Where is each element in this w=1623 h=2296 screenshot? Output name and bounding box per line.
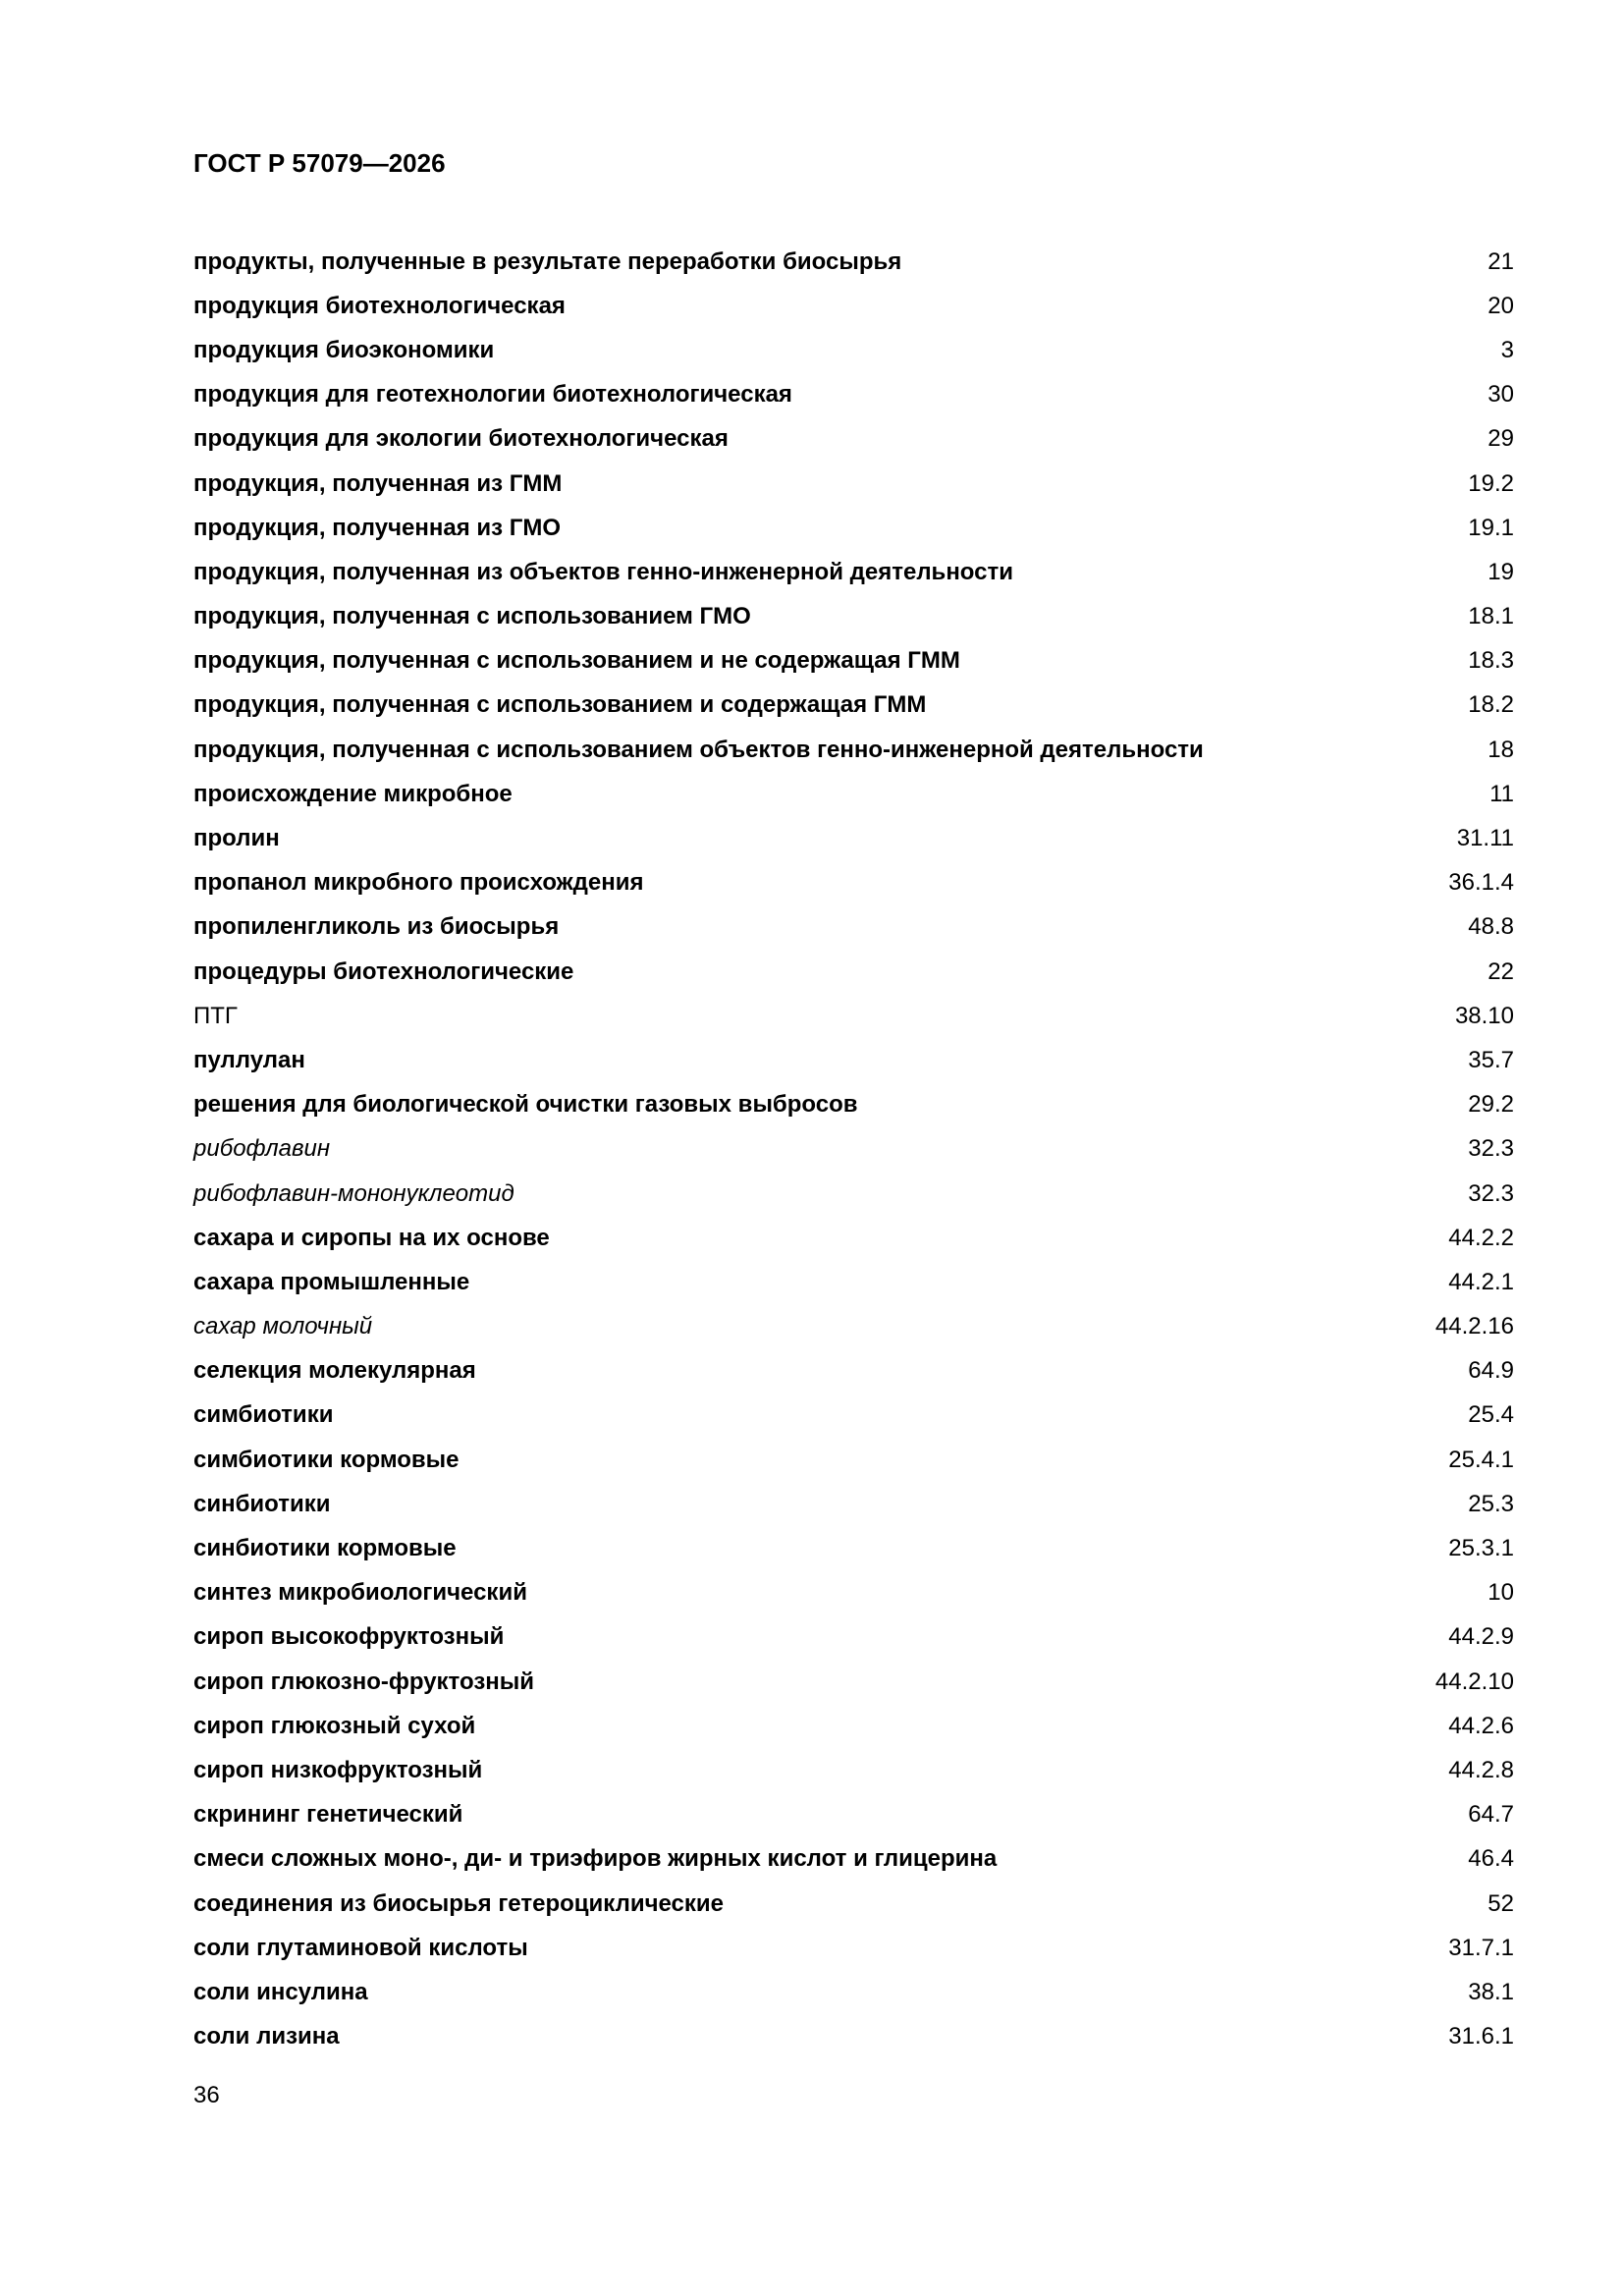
index-reference-number: 31.7.1 xyxy=(1448,1934,1514,1961)
document-header: ГОСТ Р 57079—2026 xyxy=(193,148,446,178)
index-entry xyxy=(193,905,1514,950)
index-term: продукция, полученная с использованием и не содержащая ГММ xyxy=(193,647,960,675)
index-term: соединения из биосырья гетероциклические xyxy=(193,1889,724,1917)
index-reference-number: 19.2 xyxy=(1468,469,1514,497)
index-entry xyxy=(193,240,1514,284)
index-entry xyxy=(193,1926,1514,1970)
index-entry xyxy=(193,284,1514,328)
index-reference-number: 29 xyxy=(1488,425,1514,453)
index-reference-number: 18.3 xyxy=(1468,647,1514,675)
index-entry xyxy=(193,1793,1514,1837)
index-entry xyxy=(193,417,1514,462)
index-entry xyxy=(193,683,1514,728)
index-term: сироп глюкозный сухой xyxy=(193,1712,476,1739)
index-term: пропиленгликоль из биосырья xyxy=(193,913,560,941)
index-reference-number: 64.9 xyxy=(1468,1357,1514,1385)
index-term: продукция, полученная с использованием ГМО xyxy=(193,603,751,630)
alphabetical-index xyxy=(193,240,1514,2059)
index-entry xyxy=(193,816,1514,860)
index-entry xyxy=(193,1748,1514,1792)
index-reference-number: 31.6.1 xyxy=(1448,2023,1514,2050)
index-reference-number: 30 xyxy=(1488,381,1514,409)
index-term: соли инсулина xyxy=(193,1978,368,2005)
index-term: сахара промышленные xyxy=(193,1268,470,1295)
index-term: симбиотики xyxy=(193,1401,334,1429)
index-term: продукция, полученная с использованием и содержащая ГММ xyxy=(193,691,927,719)
index-entry xyxy=(193,950,1514,994)
index-reference-number: 11 xyxy=(1489,780,1514,807)
index-entry xyxy=(193,1438,1514,1482)
index-entry xyxy=(193,506,1514,550)
index-reference-number: 38.10 xyxy=(1454,1002,1514,1029)
index-reference-number: 44.2.9 xyxy=(1448,1623,1514,1651)
index-term: скрининг генетический xyxy=(193,1801,463,1829)
index-entry xyxy=(193,595,1514,639)
index-reference-number: 36.1.4 xyxy=(1448,869,1514,897)
index-reference-number: 38.1 xyxy=(1468,1978,1514,2005)
index-term: продукция для экологии биотехнологическая xyxy=(193,425,729,453)
index-term: ПТГ xyxy=(193,1002,238,1029)
index-term: сироп глюкозно-фруктозный xyxy=(193,1667,535,1695)
index-reference-number: 19.1 xyxy=(1468,514,1514,541)
index-entry xyxy=(193,994,1514,1038)
index-term: происхождение микробное xyxy=(193,780,513,807)
index-term: пуллулан xyxy=(193,1046,305,1073)
index-reference-number: 35.7 xyxy=(1468,1046,1514,1073)
index-term: рибофлавин-мононуклеотид xyxy=(193,1179,514,1207)
index-term: сироп высокофруктозный xyxy=(193,1623,505,1651)
index-term: синбиотики xyxy=(193,1490,331,1517)
index-entry xyxy=(193,1615,1514,1660)
index-entry xyxy=(193,1394,1514,1438)
index-reference-number: 44.2.16 xyxy=(1434,1313,1514,1340)
index-reference-number: 29.2 xyxy=(1468,1091,1514,1119)
index-entry xyxy=(193,1882,1514,1926)
index-entry xyxy=(193,1083,1514,1127)
index-entry xyxy=(193,1305,1514,1349)
index-entry xyxy=(193,550,1514,594)
index-term: продукты, полученные в результате переработки биосырья xyxy=(193,247,902,275)
index-reference-number: 10 xyxy=(1488,1579,1514,1607)
index-entry xyxy=(193,1172,1514,1216)
index-entry xyxy=(193,2015,1514,2059)
index-term: соли глутаминовой кислоты xyxy=(193,1934,528,1961)
index-entry xyxy=(193,1837,1514,1882)
index-reference-number: 46.4 xyxy=(1468,1845,1514,1873)
index-term: продукция биоэкономики xyxy=(193,336,495,363)
index-term: соли лизина xyxy=(193,2023,340,2050)
index-term: продукция для геотехнологии биотехнологическая xyxy=(193,381,792,409)
index-term: синтез микробиологический xyxy=(193,1579,527,1607)
index-reference-number: 32.3 xyxy=(1468,1179,1514,1207)
index-reference-number: 52 xyxy=(1488,1889,1514,1917)
index-term: процедуры биотехнологические xyxy=(193,957,574,985)
index-reference-number: 18.2 xyxy=(1468,691,1514,719)
index-entry xyxy=(193,1216,1514,1260)
index-reference-number: 21 xyxy=(1488,247,1514,275)
index-reference-number: 3 xyxy=(1500,336,1514,363)
index-entry xyxy=(193,373,1514,417)
index-entry xyxy=(193,328,1514,372)
index-reference-number: 20 xyxy=(1488,292,1514,319)
index-reference-number: 18 xyxy=(1488,736,1514,763)
index-entry xyxy=(193,1970,1514,2014)
index-term: симбиотики кормовые xyxy=(193,1446,460,1473)
index-entry xyxy=(193,1260,1514,1304)
index-entry xyxy=(193,1704,1514,1748)
index-term: сахара и сиропы на их основе xyxy=(193,1224,550,1251)
index-term: продукция биотехнологическая xyxy=(193,292,566,319)
index-term: продукция, полученная из ГМО xyxy=(193,514,561,541)
index-reference-number: 32.3 xyxy=(1468,1135,1514,1163)
index-term: пролин xyxy=(193,825,280,852)
index-reference-number: 44.2.10 xyxy=(1434,1667,1514,1695)
index-reference-number: 25.4.1 xyxy=(1448,1446,1514,1473)
index-reference-number: 22 xyxy=(1488,957,1514,985)
index-reference-number: 44.2.2 xyxy=(1448,1224,1514,1251)
index-reference-number: 44.2.1 xyxy=(1448,1268,1514,1295)
index-reference-number: 18.1 xyxy=(1468,603,1514,630)
index-reference-number: 19 xyxy=(1488,558,1514,585)
index-reference-number: 31.11 xyxy=(1456,825,1514,852)
index-entry xyxy=(193,1482,1514,1526)
index-reference-number: 64.7 xyxy=(1468,1801,1514,1829)
index-entry xyxy=(193,462,1514,506)
page-number: 36 xyxy=(193,2082,220,2108)
index-term: пропанол микробного происхождения xyxy=(193,869,644,897)
index-entry xyxy=(193,1038,1514,1082)
index-entry xyxy=(193,1127,1514,1172)
index-term: селекция молекулярная xyxy=(193,1357,476,1385)
index-entry xyxy=(193,1571,1514,1615)
index-term: продукция, полученная из ГММ xyxy=(193,469,563,497)
index-reference-number: 44.2.8 xyxy=(1448,1756,1514,1783)
index-reference-number: 25.4 xyxy=(1468,1401,1514,1429)
index-reference-number: 44.2.6 xyxy=(1448,1712,1514,1739)
index-reference-number: 25.3 xyxy=(1468,1490,1514,1517)
index-entry xyxy=(193,639,1514,683)
index-term: смеси сложных моно-, ди- и триэфиров жирных кислот и глицерина xyxy=(193,1845,998,1873)
index-entry xyxy=(193,1526,1514,1570)
index-term: рибофлавин xyxy=(193,1135,331,1163)
index-reference-number: 48.8 xyxy=(1468,913,1514,941)
index-term: сахар молочный xyxy=(193,1313,373,1340)
index-entry xyxy=(193,728,1514,772)
index-entry xyxy=(193,772,1514,816)
index-term: сироп низкофруктозный xyxy=(193,1756,483,1783)
index-entry xyxy=(193,1349,1514,1394)
index-entry xyxy=(193,861,1514,905)
index-reference-number: 25.3.1 xyxy=(1448,1535,1514,1562)
index-term: продукция, полученная с использованием объектов генно-инженерной деятельности xyxy=(193,736,1204,763)
index-term: продукция, полученная из объектов генно-инженерной деятельности xyxy=(193,558,1014,585)
index-term: синбиотики кормовые xyxy=(193,1535,457,1562)
index-term: решения для биологической очистки газовых выбросов xyxy=(193,1091,858,1119)
index-entry xyxy=(193,1660,1514,1704)
